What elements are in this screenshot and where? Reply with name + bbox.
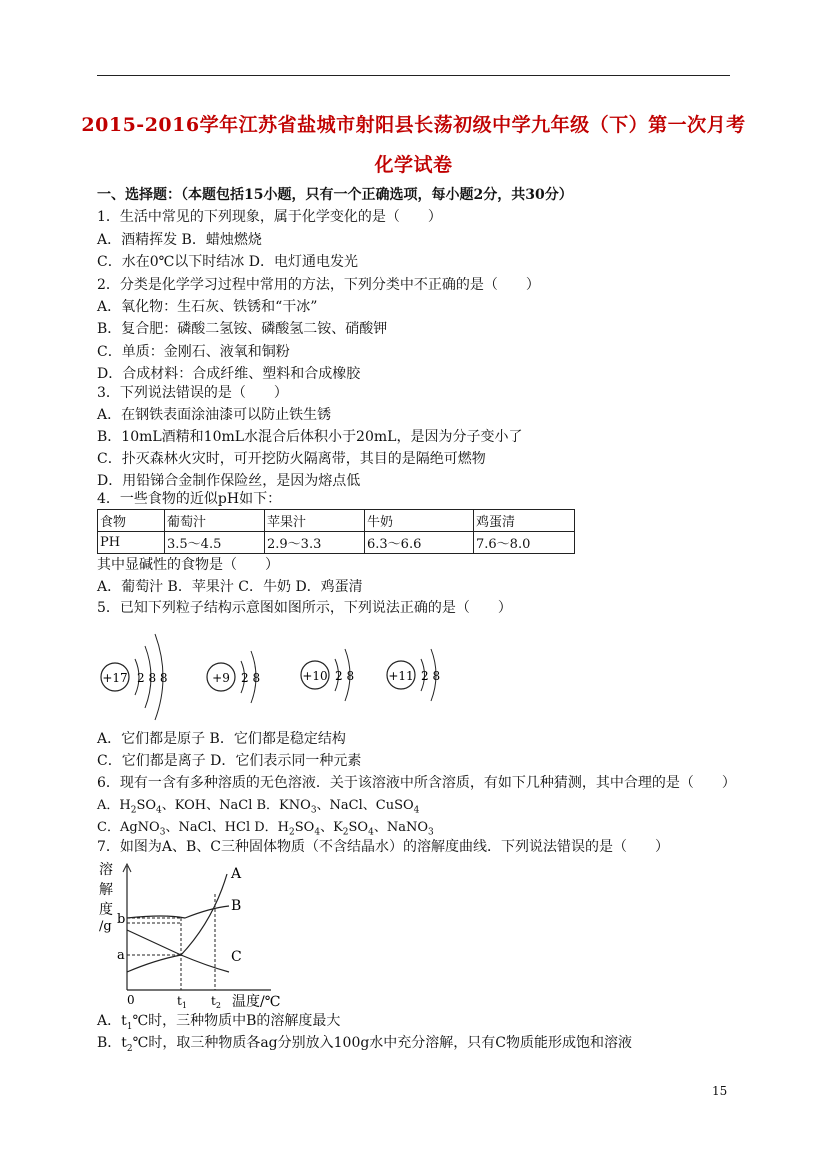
q7-option-b: B．$t_2℃$时，取三种物质各ag分别放入100g水中充分溶解，只有C物质能形成饱和溶液 <box>97 1035 633 1054</box>
q5-options-ab: A．它们都是原子 B．它们都是稳定结构 <box>97 731 346 747</box>
q3-option-d: D．用铅锑合金制作保险丝，是因为熔点低 <box>97 473 361 489</box>
curve-c-label: C <box>231 949 242 965</box>
q2-option-d: D．合成材料：合成纤维、塑料和合成橡胶 <box>97 366 361 382</box>
atom-diagram-3 <box>301 649 354 701</box>
nucleus-label: +9 <box>212 671 230 685</box>
nucleus-label: +10 <box>302 669 328 683</box>
q3-option-a: A．在钢铁表面涂油漆可以防止铁生锈 <box>97 407 332 423</box>
q7-stem: 7．如图为A、B、C三种固体物质（不含结晶水）的溶解度曲线．下列说法错误的是（ ） <box>97 839 670 855</box>
table-cell: 苹果汁 <box>265 510 365 532</box>
curve-b-label: B <box>231 898 242 914</box>
atom-diagram-1 <box>101 634 168 720</box>
shell-electrons: 2 8 8 <box>137 671 168 685</box>
origin-label: 0 <box>127 993 135 1007</box>
shell-electrons: 2 8 <box>421 669 441 683</box>
q4-options: A．葡萄汁 B．苹果汁 C．牛奶 D．鸡蛋清 <box>97 579 363 595</box>
atom-diagram-2 <box>207 651 260 703</box>
shell-electrons: 2 8 <box>335 669 355 683</box>
table-cell: 2.9～3.3 <box>265 532 365 554</box>
q1-options-ab: A．酒精挥发 B．蜡烛燃烧 <box>97 232 262 248</box>
table-cell: 葡萄汁 <box>165 510 265 532</box>
q7-option-a: A．$t_1℃$时，三种物质中B的溶解度最大 <box>97 1013 341 1032</box>
q3-option-c: C．扑灭森林火灾时，可开挖防火隔离带，其目的是隔绝可燃物 <box>97 451 486 467</box>
ph-table <box>97 509 575 554</box>
q2-option-c: C．单质：金刚石、液氧和铜粉 <box>97 344 290 360</box>
q5-options-cd: C．它们都是离子 D．它们表示同一种元素 <box>97 753 362 769</box>
q6-options-ab: A．$H_2SO_4$、KOH、NaCl B．$KNO_3$、NaCl、CuSO$_4$ <box>97 798 420 816</box>
atom-diagram-4 <box>387 649 440 701</box>
q4-stem: 4．一些食物的近似pH如下： <box>97 491 282 507</box>
y-axis-label: 度 <box>99 902 113 918</box>
curve-a-label: A <box>231 866 242 882</box>
nucleus-label: +17 <box>102 671 128 685</box>
q1-options-cd: C．水在0℃以下时结冰 D．电灯通电发光 <box>97 254 358 270</box>
exam-title-line2: 化学试卷 <box>374 154 453 176</box>
table-cell: 牛奶 <box>365 510 474 532</box>
table-cell: 6.3～6.6 <box>365 532 474 554</box>
table-row <box>98 510 575 532</box>
q3-option-b: B．10mL酒精和10mL水混合后体积小于20mL，是因为分子变小了 <box>97 429 523 445</box>
nucleus-label: +11 <box>388 669 414 683</box>
x-axis-label: 温度/℃ <box>232 994 281 1010</box>
a-tick-label: a <box>117 948 125 963</box>
q1-stem: 1．生活中常见的下列现象，属于化学变化的是（ ） <box>97 209 442 225</box>
table-cell: 鸡蛋清 <box>474 510 575 532</box>
t2-tick-label: $t_2$ <box>211 994 221 1010</box>
q2-option-b: B．复合肥：磷酸二氢铵、磷酸氢二铵、硝酸钾 <box>97 321 388 337</box>
solubility-graph <box>95 856 295 1012</box>
y-axis-label: 溶 <box>99 862 113 878</box>
atom-structure-diagrams <box>95 626 465 726</box>
exam-title-line1: 2015-2016学年江苏省盐城市射阳县长荡初级中学九年级（下）第一次月考 <box>81 114 746 136</box>
shell-electrons: 2 8 <box>241 671 261 685</box>
y-axis-label: 解 <box>99 882 113 898</box>
table-cell: 3.5～4.5 <box>165 532 265 554</box>
table-row <box>98 532 575 554</box>
q2-option-a: A．氧化物：生石灰、铁锈和“干冰” <box>97 299 318 315</box>
q6-stem: 6．现有一含有多种溶质的无色溶液．关于该溶液中所含溶质，有如下几种猜测，其中合理的是（ ） <box>97 775 736 791</box>
header-rule <box>97 75 730 76</box>
y-axis-label: /g <box>99 919 112 934</box>
table-cell: PH <box>98 532 165 554</box>
q5-stem: 5．已知下列粒子结构示意图如图所示，下列说法正确的是（ ） <box>97 600 512 616</box>
section-heading: 一、选择题：（本题包括15小题，只有一个正确选项，每小题2分，共30分） <box>97 187 573 203</box>
t1-tick-label: $t_1$ <box>177 994 187 1010</box>
table-cell: 7.6～8.0 <box>474 532 575 554</box>
q2-stem: 2．分类是化学学习过程中常用的方法，下列分类中不正确的是（ ） <box>97 277 540 293</box>
q3-stem: 3．下列说法错误的是（ ） <box>97 385 288 401</box>
b-tick-label: b <box>117 912 126 927</box>
q6-options-cd: C．AgNO$_3$、NaCl、HCl D．$H_2SO_4$、$K_2SO_4$、NaNO$_3$ <box>97 820 434 838</box>
q4-followup: 其中显碱性的食物是（ ） <box>97 557 279 573</box>
page-number: 15 <box>712 1084 728 1098</box>
table-cell: 食物 <box>98 510 165 532</box>
